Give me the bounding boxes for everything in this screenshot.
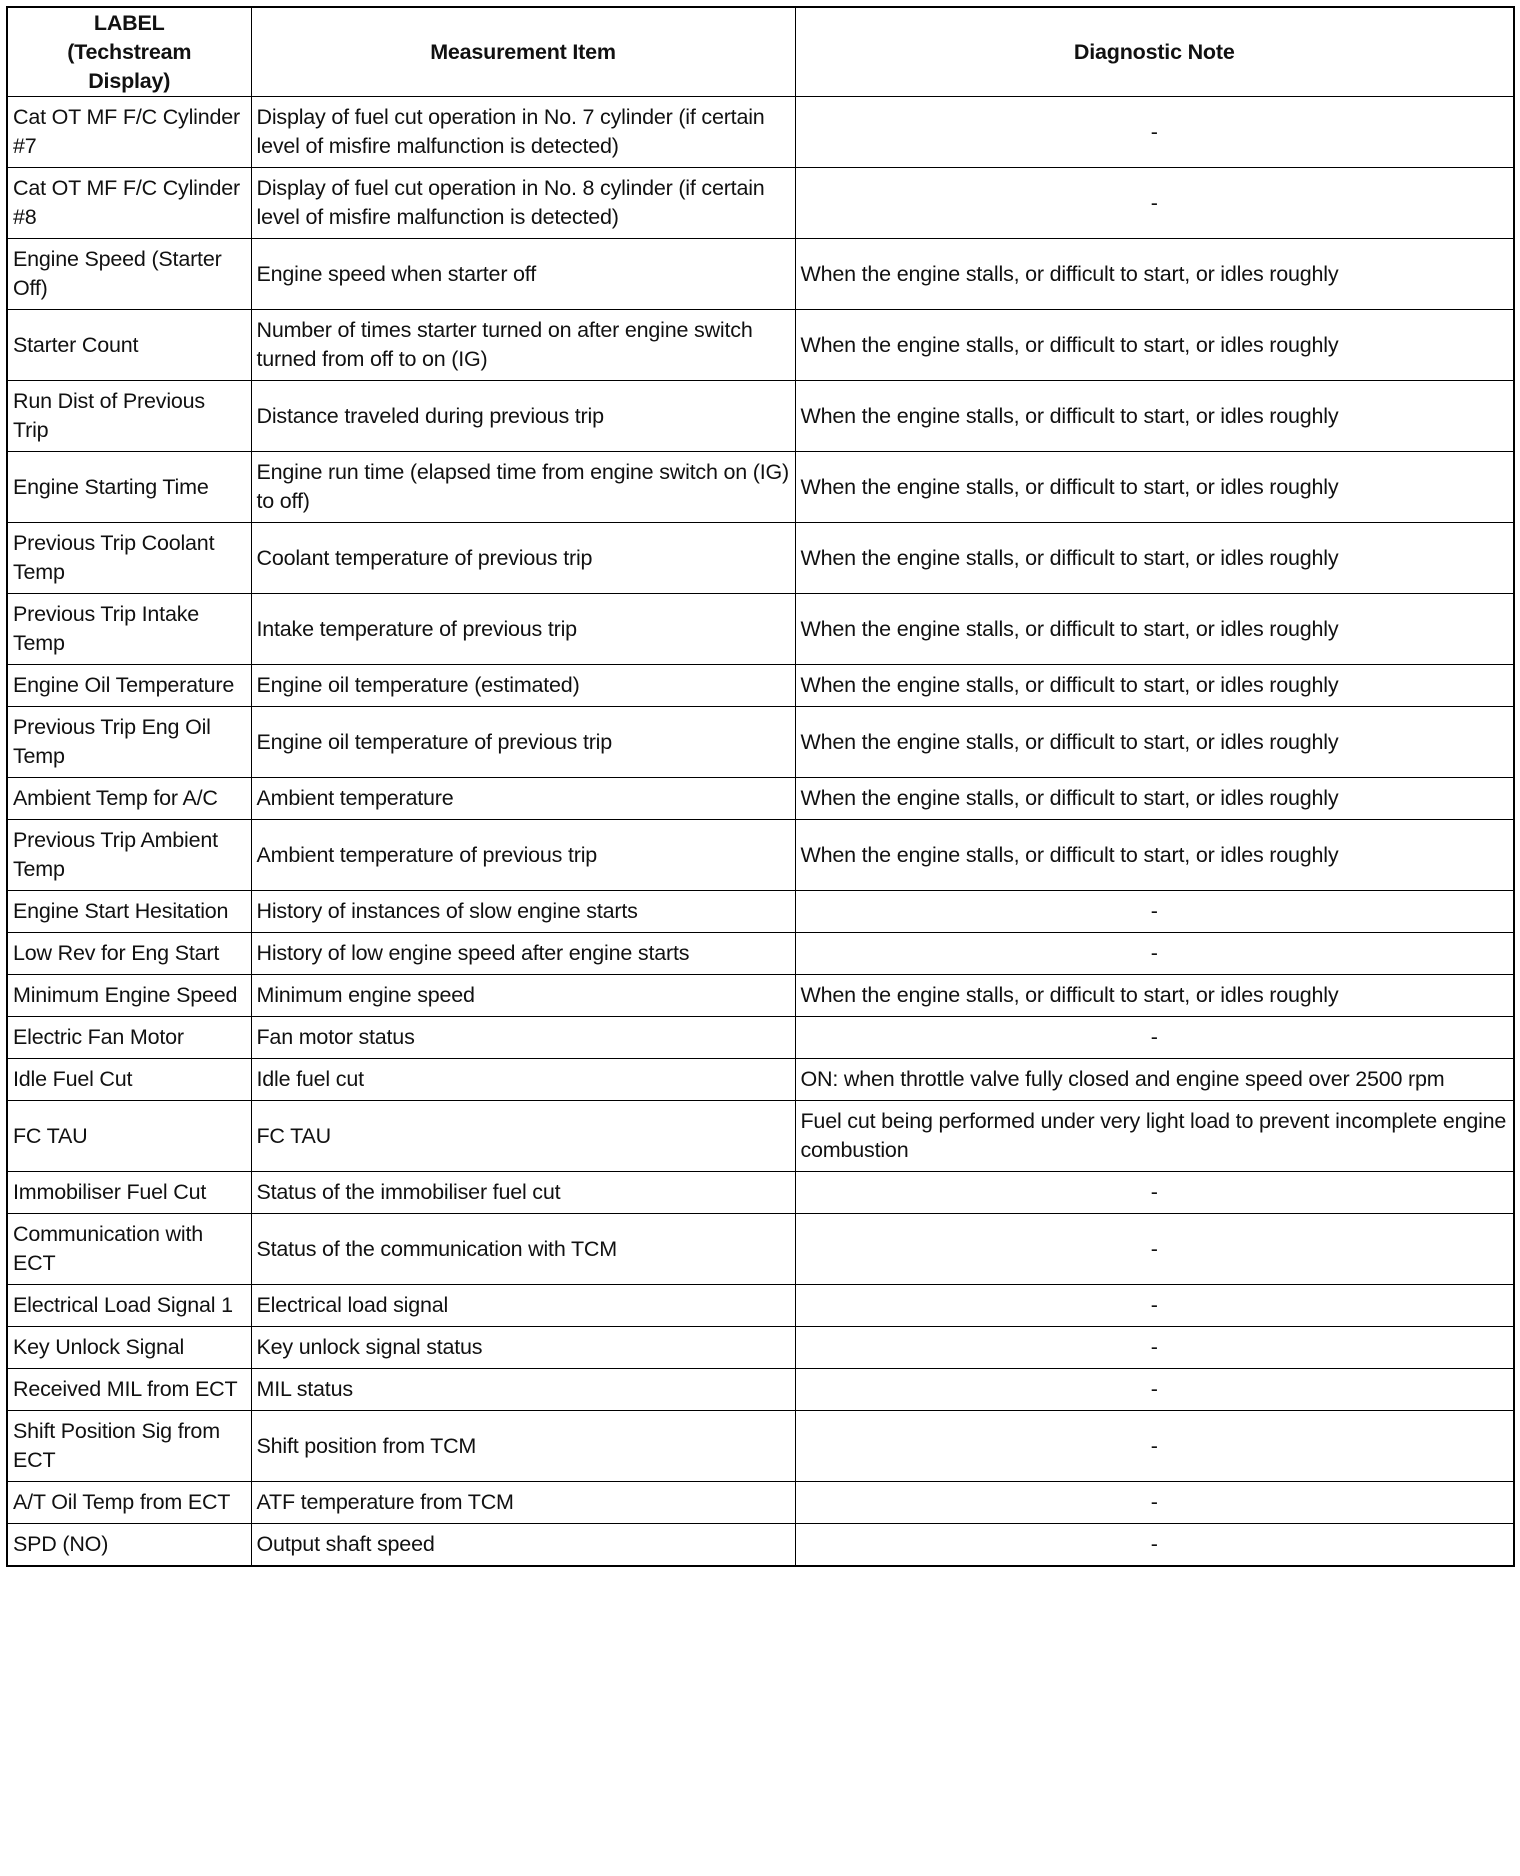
diagnostic-note-cell: ON: when throttle valve fully closed and engine speed over 2500 rpm	[795, 1059, 1514, 1101]
measurement-item-cell: MIL status	[251, 1369, 795, 1411]
label-cell: Cat OT MF F/C Cylinder #7	[7, 97, 251, 168]
data-list-table	[6, 6, 1515, 1567]
diagnostic-note-cell: -	[795, 97, 1514, 168]
table-row	[7, 1285, 1514, 1327]
diagnostic-note-cell: When the engine stalls, or difficult to start, or idles roughly	[795, 523, 1514, 594]
measurement-item-cell: Ambient temperature	[251, 778, 795, 820]
diagnostic-note-cell: When the engine stalls, or difficult to start, or idles roughly	[795, 239, 1514, 310]
diagnostic-note-cell: When the engine stalls, or difficult to start, or idles roughly	[795, 707, 1514, 778]
diagnostic-note-cell: When the engine stalls, or difficult to start, or idles roughly	[795, 594, 1514, 665]
table-row	[7, 594, 1514, 665]
table-row	[7, 707, 1514, 778]
diagnostic-note-cell: -	[795, 1411, 1514, 1482]
label-cell: Ambient Temp for A/C	[7, 778, 251, 820]
diagnostic-note-cell: When the engine stalls, or difficult to start, or idles roughly	[795, 310, 1514, 381]
table-row	[7, 1059, 1514, 1101]
diagnostic-note-cell: -	[795, 933, 1514, 975]
label-cell: Run Dist of Previous Trip	[7, 381, 251, 452]
label-cell: Engine Speed (Starter Off)	[7, 239, 251, 310]
header-measurement-item: Measurement Item	[251, 7, 795, 97]
label-cell: Cat OT MF F/C Cylinder #8	[7, 168, 251, 239]
label-cell: Engine Start Hesitation	[7, 891, 251, 933]
diagnostic-note-cell: -	[795, 891, 1514, 933]
measurement-item-cell: Shift position from TCM	[251, 1411, 795, 1482]
table-row	[7, 975, 1514, 1017]
diagnostic-note-cell: -	[795, 1369, 1514, 1411]
label-cell: Previous Trip Intake Temp	[7, 594, 251, 665]
diagnostic-note-cell: When the engine stalls, or difficult to start, or idles roughly	[795, 975, 1514, 1017]
table-row	[7, 1482, 1514, 1524]
table-row	[7, 239, 1514, 310]
table-row	[7, 1172, 1514, 1214]
table-row	[7, 1411, 1514, 1482]
diagnostic-note-cell: -	[795, 168, 1514, 239]
label-cell: SPD (NO)	[7, 1524, 251, 1567]
table-row	[7, 310, 1514, 381]
table-row	[7, 1017, 1514, 1059]
measurement-item-cell: Intake temperature of previous trip	[251, 594, 795, 665]
label-cell: Previous Trip Coolant Temp	[7, 523, 251, 594]
table-header-row	[7, 7, 1514, 97]
table-row	[7, 381, 1514, 452]
measurement-item-cell: History of instances of slow engine starts	[251, 891, 795, 933]
diagnostic-note-cell: -	[795, 1285, 1514, 1327]
table-row	[7, 523, 1514, 594]
label-cell: Electrical Load Signal 1	[7, 1285, 251, 1327]
measurement-item-cell: Key unlock signal status	[251, 1327, 795, 1369]
label-cell: Engine Oil Temperature	[7, 665, 251, 707]
label-cell: Starter Count	[7, 310, 251, 381]
label-cell: Key Unlock Signal	[7, 1327, 251, 1369]
diagnostic-note-cell: When the engine stalls, or difficult to start, or idles roughly	[795, 452, 1514, 523]
measurement-item-cell: Display of fuel cut operation in No. 7 cylinder (if certain level of misfire malfunction is detected)	[251, 97, 795, 168]
measurement-item-cell: Idle fuel cut	[251, 1059, 795, 1101]
table-row	[7, 1524, 1514, 1567]
label-cell: Electric Fan Motor	[7, 1017, 251, 1059]
header-diagnostic-note: Diagnostic Note	[795, 7, 1514, 97]
table-row	[7, 1101, 1514, 1172]
label-cell: Immobiliser Fuel Cut	[7, 1172, 251, 1214]
table-row	[7, 891, 1514, 933]
measurement-item-cell: Status of the communication with TCM	[251, 1214, 795, 1285]
measurement-item-cell: Engine speed when starter off	[251, 239, 795, 310]
diagnostic-note-cell: -	[795, 1017, 1514, 1059]
measurement-item-cell: History of low engine speed after engine starts	[251, 933, 795, 975]
table-row	[7, 168, 1514, 239]
measurement-item-cell: Fan motor status	[251, 1017, 795, 1059]
table-row	[7, 820, 1514, 891]
diagnostic-note-cell: -	[795, 1172, 1514, 1214]
measurement-item-cell: Engine run time (elapsed time from engine switch on (IG) to off)	[251, 452, 795, 523]
label-cell: Received MIL from ECT	[7, 1369, 251, 1411]
diagnostic-note-cell: Fuel cut being performed under very light load to prevent incomplete engine combustion	[795, 1101, 1514, 1172]
label-cell: Engine Starting Time	[7, 452, 251, 523]
table-row	[7, 778, 1514, 820]
measurement-item-cell: Coolant temperature of previous trip	[251, 523, 795, 594]
label-cell: A/T Oil Temp from ECT	[7, 1482, 251, 1524]
diagnostic-note-cell: When the engine stalls, or difficult to start, or idles roughly	[795, 820, 1514, 891]
table-row	[7, 1327, 1514, 1369]
label-cell: Minimum Engine Speed	[7, 975, 251, 1017]
measurement-item-cell: Engine oil temperature of previous trip	[251, 707, 795, 778]
label-cell: Idle Fuel Cut	[7, 1059, 251, 1101]
table-row	[7, 97, 1514, 168]
label-cell: FC TAU	[7, 1101, 251, 1172]
measurement-item-cell: Minimum engine speed	[251, 975, 795, 1017]
table-row	[7, 933, 1514, 975]
diagnostic-note-cell: -	[795, 1482, 1514, 1524]
diagnostic-note-cell: When the engine stalls, or difficult to start, or idles roughly	[795, 665, 1514, 707]
measurement-item-cell: ATF temperature from TCM	[251, 1482, 795, 1524]
table-row	[7, 1369, 1514, 1411]
measurement-item-cell: FC TAU	[251, 1101, 795, 1172]
diagnostic-note-cell: -	[795, 1524, 1514, 1567]
diagnostic-note-cell: -	[795, 1214, 1514, 1285]
measurement-item-cell: Ambient temperature of previous trip	[251, 820, 795, 891]
table-row	[7, 452, 1514, 523]
diagnostic-note-cell: When the engine stalls, or difficult to start, or idles roughly	[795, 778, 1514, 820]
measurement-item-cell: Number of times starter turned on after engine switch turned from off to on (IG)	[251, 310, 795, 381]
table-row	[7, 665, 1514, 707]
measurement-item-cell: Engine oil temperature (estimated)	[251, 665, 795, 707]
label-cell: Communication with ECT	[7, 1214, 251, 1285]
measurement-item-cell: Distance traveled during previous trip	[251, 381, 795, 452]
label-cell: Previous Trip Ambient Temp	[7, 820, 251, 891]
label-cell: Shift Position Sig from ECT	[7, 1411, 251, 1482]
label-cell: Previous Trip Eng Oil Temp	[7, 707, 251, 778]
diagnostic-note-cell: -	[795, 1327, 1514, 1369]
measurement-item-cell: Display of fuel cut operation in No. 8 cylinder (if certain level of misfire malfunction is detected)	[251, 168, 795, 239]
header-label: LABEL (Techstream Display)	[7, 7, 251, 97]
label-cell: Low Rev for Eng Start	[7, 933, 251, 975]
measurement-item-cell: Electrical load signal	[251, 1285, 795, 1327]
table-row	[7, 1214, 1514, 1285]
measurement-item-cell: Output shaft speed	[251, 1524, 795, 1567]
diagnostic-note-cell: When the engine stalls, or difficult to start, or idles roughly	[795, 381, 1514, 452]
measurement-item-cell: Status of the immobiliser fuel cut	[251, 1172, 795, 1214]
